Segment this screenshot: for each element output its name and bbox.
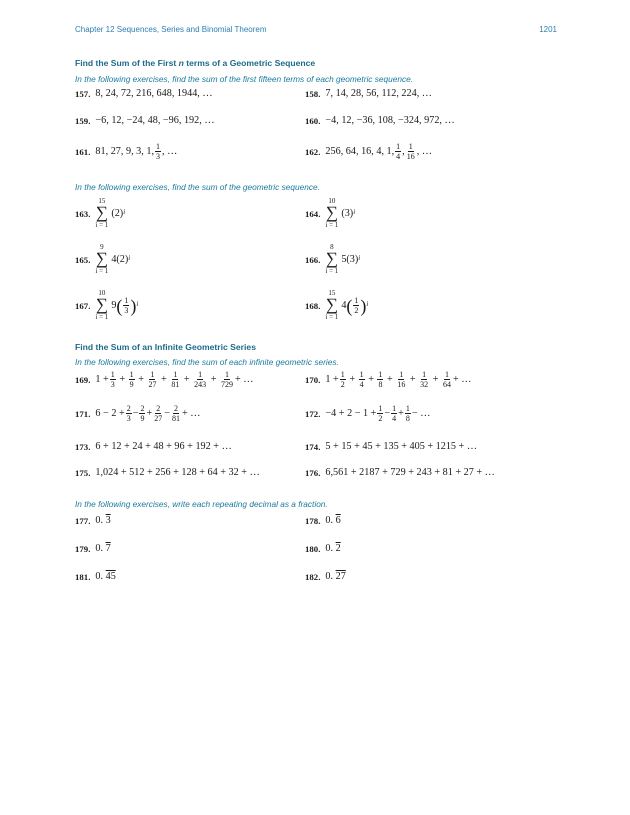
instructions-infinite-series: In the following exercises, find the sum of each infinite geometric series. bbox=[75, 357, 339, 367]
running-head bbox=[75, 25, 557, 34]
exercise-173: 173. 6 + 12 + 24 + 48 + 96 + 192 + … bbox=[75, 441, 232, 452]
exercise-180: 180. 0. 2 bbox=[305, 543, 341, 554]
plus-sign: + bbox=[430, 373, 442, 385]
exercise-163: 163. 15 ∑ i = 1 (2) $^i$ bbox=[75, 197, 126, 229]
summation-symbol: 15 ∑ i = 1 bbox=[95, 197, 109, 229]
exercise-177: 177. 0. 3 bbox=[75, 515, 111, 526]
fraction-series bbox=[109, 370, 235, 389]
exercise-165: 165. 9 ∑ i = 1 4(2) $^i$ bbox=[75, 243, 131, 275]
fraction: $\frac{1}{16}$ bbox=[397, 370, 406, 389]
fraction: $\frac{1}{16}$ bbox=[406, 142, 415, 161]
plus-sign: + bbox=[384, 373, 396, 385]
exercise-160: 160. −4, 12, −36, 108, −324, 972, … bbox=[305, 115, 455, 126]
summation-symbol: 10 ∑ i = 1 bbox=[325, 197, 339, 229]
summation-symbol: 9 ∑ i = 1 bbox=[95, 243, 109, 275]
fraction: $\frac{1}{8}$ bbox=[378, 370, 383, 389]
exercise-178: 178. 0. 6 bbox=[305, 515, 341, 526]
fraction: $\frac{2}{3}$ bbox=[126, 404, 131, 423]
summation-symbol: 10 ∑ i = 1 bbox=[95, 289, 109, 321]
fraction: $\frac{1}{2}$ bbox=[354, 296, 359, 315]
fraction: $\frac{1}{32}$ bbox=[420, 370, 429, 389]
fraction-series bbox=[339, 370, 453, 389]
exercise-158: 158. 7, 14, 28, 56, 112, 224, … bbox=[305, 88, 432, 99]
fraction: $\frac{2}{9}$ bbox=[140, 404, 145, 423]
fraction: $\frac{1}{27}$ bbox=[148, 370, 157, 389]
fraction: $\frac{1}{3}$ bbox=[124, 296, 129, 315]
fraction: $\frac{1}{4}$ bbox=[359, 370, 364, 389]
fraction: $\frac{1}{4}$ bbox=[392, 404, 397, 423]
exercise-161: 161. 81, 27, 9, 3, 1, $\frac{1}{3}$ , … bbox=[75, 142, 178, 161]
plus-sign: + bbox=[407, 373, 419, 385]
fraction: $\frac{1}{243}$ bbox=[194, 370, 207, 389]
exercise-159: 159. −6, 12, −24, 48, −96, 192, … bbox=[75, 115, 215, 126]
page-number: 1201 bbox=[539, 25, 557, 34]
plus-sign: + bbox=[181, 373, 193, 385]
plus-sign: + bbox=[116, 373, 128, 385]
exercise-175: 175. 1,024 + 512 + 256 + 128 + 64 + 32 + … bbox=[75, 467, 260, 478]
exercise-171: 171. 6 − 2 + $\frac{2}{3}$ − $\frac{2}{9}$ + $\frac{2}{27}$ − $\frac{2}{81}$ + … bbox=[75, 404, 201, 423]
plus-sign: + bbox=[346, 373, 358, 385]
exercise-157: 157. 8, 24, 72, 216, 648, 1944, … bbox=[75, 88, 213, 99]
instructions-repeating-decimal: In the following exercises, write each repeating decimal as a fraction. bbox=[75, 499, 328, 509]
chapter-title: Chapter 12 Sequences, Series and Binomial Theorem bbox=[75, 25, 267, 34]
exercise-181: 181. 0. 45 bbox=[75, 571, 116, 582]
exercise-168: 168. 15 ∑ i = 1 4 ( $\frac{1}{2}$ ) $^i$ bbox=[305, 289, 369, 321]
fraction: $\frac{1}{3}$ bbox=[155, 142, 160, 161]
fraction: $\frac{1}{81}$ bbox=[171, 370, 180, 389]
section-title-first-n-terms: Find the Sum of the First n terms of a Geometric Sequence bbox=[75, 58, 316, 68]
instructions-sum-fifteen-terms: In the following exercises, find the sum of the first fifteen terms of each geometric sequence. bbox=[75, 74, 414, 84]
fraction: $\frac{1}{64}$ bbox=[443, 370, 452, 389]
fraction: $\frac{1}{8}$ bbox=[405, 404, 410, 423]
plus-sign: + bbox=[135, 373, 147, 385]
fraction: $\frac{1}{2}$ bbox=[378, 404, 383, 423]
exercise-162: 162. 256, 64, 16, 4, 1, $\frac{1}{4}$ , $\frac{1}{16}$ , … bbox=[305, 142, 432, 161]
exercise-169: 169. 1 + $\frac{1}{3}$ + $\frac{1}{9}$ + $\frac{1}{27}$ + $\frac{1}{81}$ + $\frac{1}{243}$ + $\frac{1}{729}$ + … bbox=[75, 370, 254, 389]
section-title-infinite-series: Find the Sum of an Infinite Geometric Series bbox=[75, 342, 256, 352]
exercise-166: 166. 8 ∑ i = 1 5(3) $^i$ bbox=[305, 243, 361, 275]
exercise-170: 170. 1 + $\frac{1}{2}$ + $\frac{1}{4}$ + $\frac{1}{8}$ + $\frac{1}{16}$ + $\frac{1}{32}$ + $\frac{1}{64}$ + … bbox=[305, 370, 472, 389]
summation-symbol: 15 ∑ i = 1 bbox=[325, 289, 339, 321]
fraction: $\frac{1}{3}$ bbox=[110, 370, 115, 389]
exercise-179: 179. 0. 7 bbox=[75, 543, 111, 554]
fraction: $\frac{1}{729}$ bbox=[221, 370, 234, 389]
exercise-182: 182. 0. 27 bbox=[305, 571, 346, 582]
exercise-164: 164. 10 ∑ i = 1 (3) $^i$ bbox=[305, 197, 356, 229]
fraction: $\frac{1}{2}$ bbox=[340, 370, 345, 389]
fraction: $\frac{1}{4}$ bbox=[396, 142, 401, 161]
plus-sign: + bbox=[365, 373, 377, 385]
exercise-176: 176. 6,561 + 2187 + 729 + 243 + 81 + 27 + … bbox=[305, 467, 495, 478]
exercise-167: 167. 10 ∑ i = 1 9 ( $\frac{1}{3}$ ) $^i$ bbox=[75, 289, 139, 321]
plus-sign: + bbox=[208, 373, 220, 385]
fraction: $\frac{2}{81}$ bbox=[171, 404, 180, 423]
fraction: $\frac{1}{9}$ bbox=[129, 370, 134, 389]
fraction: $\frac{2}{27}$ bbox=[154, 404, 163, 423]
plus-sign: + bbox=[158, 373, 170, 385]
summation-symbol: 8 ∑ i = 1 bbox=[325, 243, 339, 275]
instructions-sum-geometric-sequence: In the following exercises, find the sum of the geometric sequence. bbox=[75, 182, 320, 192]
exercise-174: 174. 5 + 15 + 45 + 135 + 405 + 1215 + … bbox=[305, 441, 478, 452]
exercise-172: 172. −4 + 2 − 1 + $\frac{1}{2}$ − $\frac{1}{4}$ + $\frac{1}{8}$ − … bbox=[305, 404, 431, 423]
